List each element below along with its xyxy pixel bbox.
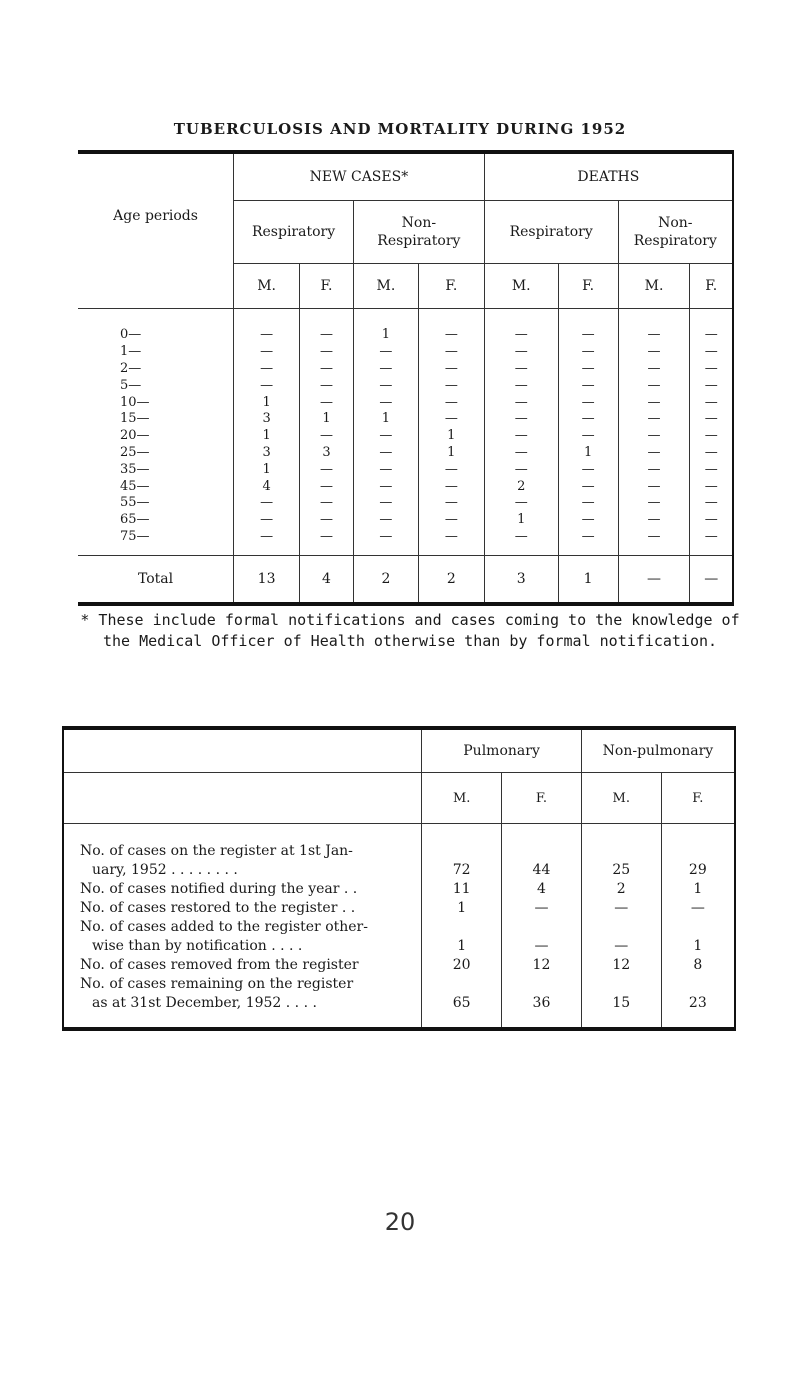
cell-value: —: [690, 394, 733, 411]
cell-value: 1: [661, 880, 735, 899]
age-period-label: 75—: [120, 528, 150, 544]
cell-value: —: [353, 394, 418, 411]
table-row: [78, 361, 733, 378]
cell-value: 11: [422, 880, 502, 899]
cell-value: —: [300, 377, 354, 394]
cell-value: —: [690, 478, 733, 495]
cell-value: —: [418, 529, 484, 556]
cell-value: —: [618, 495, 690, 512]
nonpulmonary-header: Non-pulmonary: [581, 728, 735, 773]
cell-value: 3: [234, 411, 300, 428]
cell-value: —: [418, 361, 484, 378]
table-row: [78, 512, 733, 529]
cell-value: —: [353, 495, 418, 512]
cell-value: —: [558, 495, 618, 512]
cell-value: —: [618, 428, 690, 445]
register-table: [62, 726, 736, 1031]
cell-value: —: [558, 529, 618, 556]
cell-value: —: [300, 428, 354, 445]
cell-value: —: [618, 411, 690, 428]
cell-value: —: [234, 361, 300, 378]
row-label-line: as at 31st December, 1952 . . . .: [92, 995, 317, 1011]
cell-value: 1: [353, 411, 418, 428]
male-header: M.: [618, 264, 690, 309]
page-title: TUBERCULOSIS AND MORTALITY DURING 1952: [173, 120, 627, 138]
cell-value: —: [558, 461, 618, 478]
table-row: [78, 394, 733, 411]
cell-value: —: [300, 529, 354, 556]
cell-value: —: [690, 411, 733, 428]
cell-value: —: [558, 428, 618, 445]
table-row: [78, 377, 733, 394]
row-label: [63, 975, 422, 1029]
male-header: M.: [353, 264, 418, 309]
cell-value: 12: [581, 956, 661, 975]
cell-value: —: [558, 394, 618, 411]
cell-value: 65: [422, 975, 502, 1029]
total-value: 13: [234, 556, 300, 605]
deaths-header: DEATHS: [484, 152, 733, 201]
cell-value: —: [484, 394, 558, 411]
cell-value: —: [418, 461, 484, 478]
total-label: Total: [78, 556, 234, 605]
table-row: [78, 309, 733, 344]
cell-value: —: [690, 361, 733, 378]
cell-value: —: [618, 461, 690, 478]
cell-value: —: [618, 529, 690, 556]
cell-value: 44: [502, 824, 582, 881]
cell-value: —: [234, 529, 300, 556]
row-label-line: No. of cases added to the register other-: [80, 919, 368, 935]
cell-value: —: [484, 361, 558, 378]
cell-value: —: [353, 529, 418, 556]
cell-value: 1: [422, 899, 502, 918]
cell-value: —: [484, 377, 558, 394]
pulmonary-header: Pulmonary: [422, 728, 582, 773]
cell-value: —: [353, 478, 418, 495]
cell-value: —: [690, 461, 733, 478]
footnote: * These include formal notifications and cases coming to the knowledge of the Medical Officer of Health otherwise than by formal notification.: [80, 611, 740, 650]
cell-value: —: [618, 361, 690, 378]
table-row: [78, 529, 733, 556]
cell-value: —: [300, 344, 354, 361]
cell-value: —: [353, 361, 418, 378]
cell-value: —: [690, 512, 733, 529]
row-label-line: No. of cases restored to the register . .: [80, 900, 356, 916]
male-header: M.: [422, 773, 502, 824]
cell-value: 72: [422, 824, 502, 881]
cell-value: —: [353, 461, 418, 478]
new-cases-header: NEW CASES*: [234, 152, 485, 201]
cell-value: 1: [418, 428, 484, 445]
cell-value: —: [353, 377, 418, 394]
cell-value: —: [418, 495, 484, 512]
table-row: [78, 344, 733, 361]
cell-value: —: [353, 445, 418, 462]
cell-value: 1: [484, 512, 558, 529]
female-header: F.: [502, 773, 582, 824]
male-header: M.: [234, 264, 300, 309]
cell-value: —: [618, 478, 690, 495]
row-label-line: uary, 1952 . . . . . . . .: [92, 862, 238, 878]
cell-value: —: [558, 478, 618, 495]
female-header: F.: [418, 264, 484, 309]
cell-value: —: [690, 428, 733, 445]
male-header: M.: [484, 264, 558, 309]
cell-value: —: [418, 394, 484, 411]
table-row: [63, 975, 735, 1029]
cell-value: —: [502, 899, 582, 918]
table-row: [63, 824, 735, 881]
row-label-line: No. of cases remaining on the register: [80, 976, 354, 992]
cell-value: —: [690, 445, 733, 462]
cell-value: 36: [502, 975, 582, 1029]
total-value: 2: [353, 556, 418, 605]
cell-value: —: [618, 445, 690, 462]
age-period-label: 10—: [120, 394, 150, 410]
table-row: [78, 428, 733, 445]
cell-value: 3: [300, 445, 354, 462]
cell-value: 4: [234, 478, 300, 495]
female-header: F.: [661, 773, 735, 824]
cell-value: —: [618, 344, 690, 361]
cell-value: —: [558, 512, 618, 529]
cell-value: —: [484, 428, 558, 445]
cell-value: —: [618, 377, 690, 394]
cell-value: —: [418, 377, 484, 394]
cell-value: 1: [661, 918, 735, 956]
table-row: [78, 445, 733, 462]
row-label: [63, 918, 422, 956]
cell-value: —: [484, 445, 558, 462]
table-row: [63, 956, 735, 975]
cell-value: 1: [558, 445, 618, 462]
table-row: [63, 899, 735, 918]
cell-value: —: [234, 309, 300, 344]
female-header: F.: [300, 264, 354, 309]
row-label: [63, 880, 422, 899]
cell-value: —: [353, 428, 418, 445]
cell-value: —: [558, 344, 618, 361]
cell-value: 25: [581, 824, 661, 881]
cell-value: 1: [234, 428, 300, 445]
cell-value: —: [300, 309, 354, 344]
cell-value: 1: [234, 394, 300, 411]
cell-value: —: [581, 918, 661, 956]
cell-value: —: [661, 899, 735, 918]
cell-value: 1: [300, 411, 354, 428]
cell-value: —: [234, 512, 300, 529]
cell-value: —: [618, 394, 690, 411]
cell-value: —: [558, 361, 618, 378]
cell-value: —: [353, 344, 418, 361]
row-label: [63, 956, 422, 975]
age-period-label: 65—: [120, 512, 150, 528]
cell-value: —: [300, 512, 354, 529]
cell-value: 1: [418, 445, 484, 462]
cell-value: 29: [661, 824, 735, 881]
age-period-label: 55—: [120, 495, 150, 511]
cell-value: 4: [502, 880, 582, 899]
cell-value: —: [558, 377, 618, 394]
cell-value: —: [300, 361, 354, 378]
total-value: 1: [558, 556, 618, 605]
cell-value: —: [300, 478, 354, 495]
cell-value: 2: [484, 478, 558, 495]
cell-value: —: [690, 309, 733, 344]
cell-value: —: [502, 918, 582, 956]
deaths-nonresp-header: Non- Respiratory: [618, 201, 733, 264]
cell-value: —: [418, 478, 484, 495]
cell-value: 1: [422, 918, 502, 956]
female-header: F.: [558, 264, 618, 309]
male-header: M.: [581, 773, 661, 824]
age-period-label: 5—: [120, 377, 142, 393]
deaths-resp-header: Respiratory: [484, 201, 618, 264]
cell-value: —: [234, 495, 300, 512]
age-periods-header: Age periods: [78, 152, 234, 309]
cell-value: —: [558, 411, 618, 428]
cell-value: —: [418, 309, 484, 344]
age-period-label: 35—: [120, 461, 150, 477]
cell-value: 2: [581, 880, 661, 899]
row-label-line: No. of cases removed from the register: [80, 957, 359, 973]
new-resp-header: Respiratory: [234, 201, 354, 264]
cell-value: —: [690, 377, 733, 394]
table-row: [78, 461, 733, 478]
table-row: [63, 918, 735, 956]
row-label-line: No. of cases notified during the year . .: [80, 881, 358, 897]
cell-value: —: [484, 344, 558, 361]
age-period-label: 15—: [120, 411, 150, 427]
total-value: 2: [418, 556, 484, 605]
cell-value: —: [484, 495, 558, 512]
cell-value: —: [618, 309, 690, 344]
cell-value: 12: [502, 956, 582, 975]
cell-value: 20: [422, 956, 502, 975]
cell-value: 3: [234, 445, 300, 462]
cell-value: —: [418, 344, 484, 361]
table-row: [63, 880, 735, 899]
cell-value: —: [690, 529, 733, 556]
age-period-label: 20—: [120, 428, 150, 444]
row-label: [63, 899, 422, 918]
cell-value: —: [234, 377, 300, 394]
cell-value: —: [300, 495, 354, 512]
cell-value: 1: [234, 461, 300, 478]
female-header: F.: [690, 264, 733, 309]
cell-value: —: [353, 512, 418, 529]
page-number: 20: [384, 1208, 416, 1236]
cell-value: 1: [353, 309, 418, 344]
cell-value: —: [300, 394, 354, 411]
total-value: —: [690, 556, 733, 605]
cell-value: —: [484, 309, 558, 344]
cell-value: —: [690, 344, 733, 361]
total-value: 3: [484, 556, 558, 605]
age-period-label: 45—: [120, 478, 150, 494]
row-label: [63, 824, 422, 881]
row-label-line: wise than by notification . . . .: [92, 938, 303, 954]
cell-value: —: [418, 411, 484, 428]
age-period-label: 2—: [120, 360, 142, 376]
total-value: 4: [300, 556, 354, 605]
table-row: [78, 495, 733, 512]
cell-value: 23: [661, 975, 735, 1029]
cell-value: —: [558, 309, 618, 344]
cell-value: —: [618, 512, 690, 529]
cell-value: —: [690, 495, 733, 512]
age-period-label: 25—: [120, 444, 150, 460]
cell-value: —: [581, 899, 661, 918]
cell-value: —: [484, 411, 558, 428]
cell-value: —: [234, 344, 300, 361]
table-row: [78, 478, 733, 495]
row-label-line: No. of cases on the register at 1st Jan-: [80, 843, 353, 859]
new-nonresp-header: Non- Respiratory: [353, 201, 484, 264]
table-row: [78, 411, 733, 428]
new-cases-deaths-table: [78, 150, 734, 606]
cell-value: —: [418, 512, 484, 529]
cell-value: —: [484, 529, 558, 556]
age-period-label: 0—: [120, 327, 142, 343]
cell-value: 8: [661, 956, 735, 975]
cell-value: 15: [581, 975, 661, 1029]
age-period-label: 1—: [120, 344, 142, 360]
total-value: —: [618, 556, 690, 605]
cell-value: —: [484, 461, 558, 478]
cell-value: —: [300, 461, 354, 478]
